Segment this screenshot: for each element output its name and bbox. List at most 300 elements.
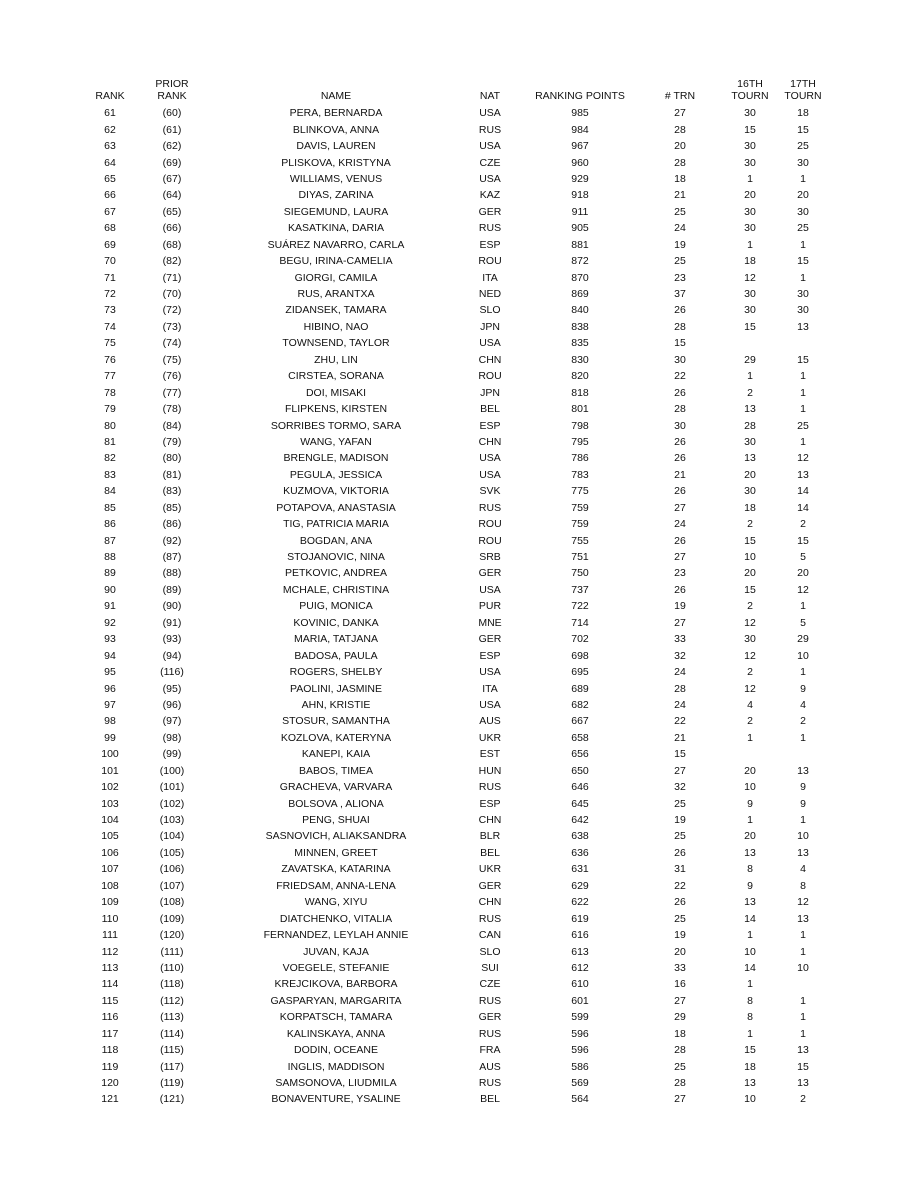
cell-prior-rank: (93) bbox=[162, 633, 182, 646]
cell-16th-tourn: 20 bbox=[744, 764, 756, 777]
cell-17th-tourn: 1 bbox=[800, 731, 806, 744]
cell-prior-rank: (89) bbox=[162, 583, 182, 596]
table-row bbox=[88, 615, 826, 631]
cell-trn: 21 bbox=[674, 468, 686, 481]
cell-nat: USA bbox=[479, 107, 501, 120]
cell-rank: 65 bbox=[104, 172, 116, 185]
cell-17th-tourn: 12 bbox=[797, 896, 809, 909]
cell-17th-tourn: 30 bbox=[797, 205, 809, 218]
cell-ranking-points: 619 bbox=[571, 912, 589, 925]
cell-nat: BEL bbox=[480, 846, 500, 859]
cell-ranking-points: 629 bbox=[571, 879, 589, 892]
cell-nat: JPN bbox=[480, 320, 500, 333]
cell-ranking-points: 586 bbox=[571, 1060, 589, 1073]
cell-rank: 90 bbox=[104, 583, 116, 596]
cell-17th-tourn: 15 bbox=[797, 1060, 809, 1073]
cell-trn: 30 bbox=[674, 353, 686, 366]
cell-trn: 28 bbox=[674, 320, 686, 333]
cell-nat: ESP bbox=[479, 797, 501, 810]
cell-prior-rank: (104) bbox=[159, 830, 185, 843]
cell-ranking-points: 905 bbox=[571, 222, 589, 235]
cell-trn: 16 bbox=[674, 978, 686, 991]
cell-16th-tourn: 1 bbox=[747, 370, 753, 383]
cell-nat: CZE bbox=[479, 156, 501, 169]
cell-nat: ESP bbox=[479, 238, 501, 251]
cell-rank: 111 bbox=[102, 929, 118, 942]
cell-17th-tourn: 1 bbox=[800, 1011, 806, 1024]
cell-trn: 37 bbox=[674, 288, 686, 301]
cell-prior-rank: (87) bbox=[162, 551, 182, 564]
cell-trn: 25 bbox=[674, 1060, 686, 1073]
cell-name: PETKOVIC, ANDREA bbox=[284, 567, 388, 580]
cell-rank: 103 bbox=[101, 797, 119, 810]
cell-16th-tourn: 2 bbox=[747, 715, 753, 728]
cell-name: BEGU, IRINA-CAMELIA bbox=[279, 255, 393, 268]
table-row bbox=[88, 812, 826, 828]
cell-16th-tourn: 20 bbox=[744, 830, 756, 843]
cell-name: WANG, XIYU bbox=[304, 896, 368, 909]
table-row bbox=[88, 1058, 826, 1074]
cell-prior-rank: (114) bbox=[160, 1027, 184, 1040]
cell-rank: 75 bbox=[104, 337, 116, 350]
cell-ranking-points: 722 bbox=[571, 600, 589, 613]
cell-17th-tourn: 30 bbox=[797, 288, 809, 301]
cell-ranking-points: 755 bbox=[571, 534, 589, 547]
cell-17th-tourn: 9 bbox=[800, 682, 806, 695]
cell-nat: GER bbox=[478, 205, 502, 218]
cell-ranking-points: 929 bbox=[571, 172, 589, 185]
cell-ranking-points: 638 bbox=[571, 830, 589, 843]
cell-17th-tourn: 15 bbox=[797, 534, 809, 547]
table-row bbox=[88, 368, 826, 384]
cell-prior-rank: (60) bbox=[162, 107, 182, 120]
table-row bbox=[88, 746, 826, 762]
cell-nat: HUN bbox=[478, 764, 502, 777]
cell-16th-tourn: 13 bbox=[744, 403, 756, 416]
cell-nat: CHN bbox=[478, 435, 502, 448]
cell-nat: ITA bbox=[482, 271, 498, 284]
cell-17th-tourn: 2 bbox=[800, 518, 806, 531]
cell-nat: ROU bbox=[478, 255, 502, 268]
table-row bbox=[88, 467, 826, 483]
cell-16th-tourn: 1 bbox=[747, 172, 753, 185]
cell-prior-rank: (66) bbox=[162, 222, 182, 235]
cell-trn: 20 bbox=[674, 945, 686, 958]
cell-17th-tourn: 14 bbox=[797, 501, 809, 514]
cell-name: KASATKINA, DARIA bbox=[287, 222, 385, 235]
cell-ranking-points: 682 bbox=[571, 698, 589, 711]
cell-name: ZAVATSKA, KATARINA bbox=[281, 863, 391, 876]
cell-prior-rank: (100) bbox=[159, 764, 185, 777]
cell-name: MINNEN, GREET bbox=[294, 846, 378, 859]
cell-trn: 25 bbox=[674, 205, 686, 218]
cell-16th-tourn: 12 bbox=[744, 649, 756, 662]
cell-prior-rank: (72) bbox=[162, 304, 182, 317]
cell-nat: GER bbox=[478, 879, 502, 892]
table-row bbox=[88, 434, 826, 450]
cell-prior-rank: (98) bbox=[162, 731, 182, 744]
cell-rank: 110 bbox=[101, 912, 119, 925]
cell-nat: BEL bbox=[480, 403, 500, 416]
cell-trn: 19 bbox=[674, 814, 686, 827]
cell-prior-rank: (105) bbox=[159, 846, 185, 859]
cell-name: DIYAS, ZARINA bbox=[298, 189, 374, 202]
cell-nat: RUS bbox=[478, 994, 502, 1007]
cell-16th-tourn: 8 bbox=[747, 1011, 753, 1024]
table-row bbox=[88, 960, 826, 976]
cell-17th-tourn bbox=[780, 746, 826, 762]
cell-ranking-points: 881 bbox=[571, 238, 589, 251]
cell-16th-tourn: 15 bbox=[744, 534, 756, 547]
cell-trn: 28 bbox=[674, 682, 686, 695]
cell-rank: 106 bbox=[101, 846, 119, 859]
cell-ranking-points: 801 bbox=[571, 403, 589, 416]
cell-17th-tourn bbox=[780, 335, 826, 351]
cell-16th-tourn: 30 bbox=[744, 304, 756, 317]
cell-nat: RUS bbox=[478, 781, 502, 794]
cell-nat: USA bbox=[479, 140, 501, 153]
cell-trn: 27 bbox=[674, 501, 686, 514]
cell-prior-rank: (65) bbox=[162, 205, 182, 218]
cell-nat: ROU bbox=[478, 370, 502, 383]
table-row bbox=[88, 795, 826, 811]
cell-prior-rank: (120) bbox=[159, 929, 185, 942]
cell-ranking-points: 631 bbox=[571, 863, 589, 876]
cell-rank: 63 bbox=[104, 140, 116, 153]
cell-trn: 28 bbox=[674, 156, 686, 169]
cell-name: DIATCHENKO, VITALIA bbox=[279, 912, 393, 925]
cell-rank: 120 bbox=[101, 1077, 119, 1090]
cell-trn: 24 bbox=[674, 666, 686, 679]
table-row bbox=[88, 845, 826, 861]
cell-prior-rank: (109) bbox=[159, 912, 185, 925]
cell-16th-tourn: 13 bbox=[744, 896, 756, 909]
cell-nat: ESP bbox=[479, 419, 501, 432]
cell-prior-rank: (78) bbox=[162, 403, 182, 416]
cell-trn: 18 bbox=[674, 1027, 686, 1040]
cell-ranking-points: 750 bbox=[571, 567, 589, 580]
cell-17th-tourn: 1 bbox=[800, 403, 806, 416]
cell-17th-tourn: 20 bbox=[797, 189, 809, 202]
table-row bbox=[88, 910, 826, 926]
cell-16th-tourn: 20 bbox=[744, 468, 756, 481]
cell-rank: 67 bbox=[104, 205, 116, 218]
cell-rank: 104 bbox=[101, 814, 119, 827]
cell-17th-tourn: 13 bbox=[797, 1077, 809, 1090]
cell-16th-tourn: 4 bbox=[747, 698, 753, 711]
cell-rank: 64 bbox=[104, 156, 116, 169]
cell-17th-tourn: 25 bbox=[797, 140, 809, 153]
cell-16th-tourn: 18 bbox=[744, 501, 756, 514]
cell-trn: 22 bbox=[674, 370, 686, 383]
cell-nat: ROU bbox=[478, 518, 502, 531]
cell-ranking-points: 967 bbox=[571, 140, 589, 153]
table-row bbox=[88, 828, 826, 844]
cell-rank: 66 bbox=[104, 189, 116, 202]
cell-trn: 25 bbox=[674, 797, 686, 810]
cell-trn: 28 bbox=[674, 1077, 686, 1090]
cell-ranking-points: 818 bbox=[571, 386, 589, 399]
cell-ranking-points: 656 bbox=[571, 748, 589, 761]
cell-ranking-points: 702 bbox=[571, 633, 589, 646]
cell-rank: 85 bbox=[104, 501, 116, 514]
table-body bbox=[88, 105, 826, 1108]
cell-trn: 27 bbox=[674, 551, 686, 564]
cell-prior-rank: (71) bbox=[162, 271, 182, 284]
cell-16th-tourn: 10 bbox=[744, 781, 756, 794]
cell-trn: 27 bbox=[674, 616, 686, 629]
cell-name: PEGULA, JESSICA bbox=[289, 468, 383, 481]
cell-prior-rank: (84) bbox=[162, 419, 182, 432]
cell-rank: 109 bbox=[101, 896, 119, 909]
cell-ranking-points: 613 bbox=[571, 945, 589, 958]
cell-prior-rank: (118) bbox=[160, 978, 184, 991]
cell-16th-tourn: 2 bbox=[747, 518, 753, 531]
table-row bbox=[88, 631, 826, 647]
cell-rank: 73 bbox=[104, 304, 116, 317]
cell-rank: 102 bbox=[101, 781, 119, 794]
cell-rank: 83 bbox=[104, 468, 116, 481]
cell-trn: 27 bbox=[674, 764, 686, 777]
table-row bbox=[88, 1042, 826, 1058]
cell-prior-rank: (73) bbox=[162, 320, 182, 333]
cell-trn: 28 bbox=[674, 1044, 686, 1057]
cell-nat: SLO bbox=[479, 304, 501, 317]
cell-16th-tourn: 15 bbox=[744, 320, 756, 333]
cell-16th-tourn: 9 bbox=[747, 879, 753, 892]
cell-rank: 88 bbox=[104, 551, 116, 564]
cell-ranking-points: 830 bbox=[571, 353, 589, 366]
cell-prior-rank: (74) bbox=[162, 337, 182, 350]
cell-nat: CHN bbox=[478, 896, 502, 909]
cell-name: STOJANOVIC, NINA bbox=[287, 551, 385, 564]
cell-17th-tourn: 1 bbox=[800, 435, 806, 448]
cell-16th-tourn: 12 bbox=[744, 682, 756, 695]
cell-prior-rank: (99) bbox=[162, 748, 182, 761]
cell-trn: 24 bbox=[674, 518, 686, 531]
cell-name: GASPARYAN, MARGARITA bbox=[270, 994, 402, 1007]
cell-prior-rank: (67) bbox=[162, 172, 182, 185]
cell-nat: ROU bbox=[478, 534, 502, 547]
cell-17th-tourn: 14 bbox=[797, 485, 809, 498]
cell-17th-tourn bbox=[780, 976, 826, 992]
cell-nat: RUS bbox=[478, 222, 502, 235]
cell-ranking-points: 695 bbox=[571, 666, 589, 679]
cell-prior-rank: (82) bbox=[162, 255, 182, 268]
cell-name: KORPATSCH, TAMARA bbox=[279, 1011, 393, 1024]
cell-16th-tourn bbox=[720, 335, 780, 351]
cell-rank: 82 bbox=[104, 452, 116, 465]
cell-name: SIEGEMUND, LAURA bbox=[283, 205, 389, 218]
table-row bbox=[88, 993, 826, 1009]
cell-rank: 116 bbox=[101, 1011, 119, 1024]
cell-name: HIBINO, NAO bbox=[303, 320, 369, 333]
cell-ranking-points: 795 bbox=[571, 435, 589, 448]
cell-17th-tourn: 13 bbox=[797, 764, 809, 777]
cell-ranking-points: 751 bbox=[571, 551, 589, 564]
cell-name: MCHALE, CHRISTINA bbox=[282, 583, 390, 596]
table-row bbox=[88, 730, 826, 746]
cell-16th-tourn: 30 bbox=[744, 156, 756, 169]
table-row bbox=[88, 401, 826, 417]
cell-nat: ITA bbox=[482, 682, 498, 695]
cell-16th-tourn: 15 bbox=[744, 123, 756, 136]
cell-name: ROGERS, SHELBY bbox=[289, 666, 383, 679]
cell-rank: 91 bbox=[104, 600, 116, 613]
rankings-table bbox=[88, 78, 826, 1108]
cell-name: KANEPI, KAIA bbox=[301, 748, 371, 761]
cell-nat: CHN bbox=[478, 353, 502, 366]
cell-name: INGLIS, MADDISON bbox=[287, 1060, 385, 1073]
cell-16th-tourn: 9 bbox=[747, 797, 753, 810]
cell-ranking-points: 636 bbox=[571, 846, 589, 859]
cell-16th-tourn: 30 bbox=[744, 485, 756, 498]
cell-nat: RUS bbox=[478, 1027, 502, 1040]
cell-rank: 114 bbox=[101, 978, 119, 991]
cell-17th-tourn: 1 bbox=[800, 386, 806, 399]
cell-ranking-points: 622 bbox=[571, 896, 589, 909]
cell-prior-rank: (81) bbox=[162, 468, 182, 481]
cell-trn: 24 bbox=[674, 698, 686, 711]
cell-prior-rank: (64) bbox=[162, 189, 182, 202]
cell-16th-tourn: 1 bbox=[747, 731, 753, 744]
cell-rank: 84 bbox=[104, 485, 116, 498]
cell-rank: 115 bbox=[101, 994, 119, 1007]
cell-prior-rank: (83) bbox=[162, 485, 182, 498]
cell-nat: KAZ bbox=[479, 189, 501, 202]
table-row bbox=[88, 943, 826, 959]
cell-name: SUÁREZ NAVARRO, CARLA bbox=[267, 238, 405, 251]
cell-17th-tourn: 5 bbox=[800, 551, 806, 564]
cell-16th-tourn bbox=[720, 746, 780, 762]
cell-17th-tourn: 2 bbox=[800, 1093, 806, 1106]
cell-name: AHN, KRISTIE bbox=[301, 698, 371, 711]
cell-rank: 96 bbox=[104, 682, 116, 695]
cell-name: SAMSONOVA, LIUDMILA bbox=[275, 1077, 397, 1090]
table-row bbox=[88, 269, 826, 285]
cell-16th-tourn: 15 bbox=[744, 583, 756, 596]
cell-rank: 95 bbox=[104, 666, 116, 679]
cell-17th-tourn: 10 bbox=[797, 649, 809, 662]
cell-prior-rank: (119) bbox=[160, 1077, 184, 1090]
cell-prior-rank: (103) bbox=[159, 814, 185, 827]
cell-16th-tourn: 30 bbox=[744, 435, 756, 448]
cell-17th-tourn: 30 bbox=[797, 156, 809, 169]
cell-nat: GER bbox=[478, 567, 502, 580]
cell-17th-tourn: 13 bbox=[797, 320, 809, 333]
cell-16th-tourn: 8 bbox=[747, 863, 753, 876]
cell-17th-tourn: 18 bbox=[797, 107, 809, 120]
cell-prior-rank: (106) bbox=[159, 863, 185, 876]
cell-ranking-points: 985 bbox=[571, 107, 589, 120]
cell-nat: GER bbox=[478, 1011, 502, 1024]
cell-prior-rank: (121) bbox=[159, 1093, 185, 1106]
cell-16th-tourn: 13 bbox=[744, 452, 756, 465]
cell-name: SORRIBES TORMO, SARA bbox=[270, 419, 402, 432]
cell-rank: 76 bbox=[104, 353, 116, 366]
cell-prior-rank: (80) bbox=[162, 452, 182, 465]
cell-ranking-points: 645 bbox=[571, 797, 589, 810]
cell-trn: 19 bbox=[674, 238, 686, 251]
cell-16th-tourn: 1 bbox=[747, 978, 753, 991]
cell-trn: 26 bbox=[674, 534, 686, 547]
cell-trn: 29 bbox=[674, 1011, 686, 1024]
cell-17th-tourn: 12 bbox=[797, 583, 809, 596]
cell-trn: 28 bbox=[674, 123, 686, 136]
table-row bbox=[88, 1075, 826, 1091]
cell-trn: 19 bbox=[674, 600, 686, 613]
cell-trn: 25 bbox=[674, 830, 686, 843]
cell-prior-rank: (117) bbox=[160, 1060, 184, 1073]
cell-prior-rank: (115) bbox=[160, 1044, 184, 1057]
table-row bbox=[88, 154, 826, 170]
cell-rank: 79 bbox=[104, 403, 116, 416]
table-row bbox=[88, 138, 826, 154]
cell-trn: 21 bbox=[674, 189, 686, 202]
cell-rank: 71 bbox=[104, 271, 116, 284]
cell-trn: 23 bbox=[674, 271, 686, 284]
cell-16th-tourn: 29 bbox=[744, 353, 756, 366]
cell-nat: RUS bbox=[478, 1077, 502, 1090]
cell-17th-tourn: 1 bbox=[800, 666, 806, 679]
cell-ranking-points: 658 bbox=[571, 731, 589, 744]
cell-16th-tourn: 2 bbox=[747, 666, 753, 679]
table-row bbox=[88, 253, 826, 269]
cell-prior-rank: (92) bbox=[162, 534, 182, 547]
cell-name: BOGDAN, ANA bbox=[299, 534, 373, 547]
table-row bbox=[88, 976, 826, 992]
cell-17th-tourn: 20 bbox=[797, 567, 809, 580]
cell-17th-tourn: 15 bbox=[797, 353, 809, 366]
cell-rank: 92 bbox=[104, 616, 116, 629]
cell-name: WANG, YAFAN bbox=[300, 435, 372, 448]
table-row bbox=[88, 105, 826, 121]
cell-rank: 61 bbox=[104, 107, 116, 120]
cell-nat: SUI bbox=[481, 961, 499, 974]
cell-prior-rank: (69) bbox=[162, 156, 182, 169]
cell-prior-rank: (85) bbox=[162, 501, 182, 514]
cell-name: BRENGLE, MADISON bbox=[283, 452, 389, 465]
cell-17th-tourn: 12 bbox=[797, 452, 809, 465]
cell-ranking-points: 835 bbox=[571, 337, 589, 350]
cell-prior-rank: (110) bbox=[160, 961, 184, 974]
cell-prior-rank: (107) bbox=[159, 879, 185, 892]
cell-17th-tourn: 10 bbox=[797, 830, 809, 843]
cell-name: RUS, ARANTXA bbox=[297, 288, 375, 301]
cell-nat: SRB bbox=[479, 551, 501, 564]
cell-prior-rank: (96) bbox=[162, 698, 182, 711]
cell-ranking-points: 698 bbox=[571, 649, 589, 662]
cell-name: VOEGELE, STEFANIE bbox=[282, 961, 390, 974]
cell-prior-rank: (68) bbox=[162, 238, 182, 251]
table-row bbox=[88, 450, 826, 466]
header-prior-rank: PRIOR RANK bbox=[155, 78, 189, 102]
cell-prior-rank: (61) bbox=[162, 123, 182, 136]
cell-16th-tourn: 30 bbox=[744, 633, 756, 646]
table-row bbox=[88, 664, 826, 680]
cell-ranking-points: 840 bbox=[571, 304, 589, 317]
cell-16th-tourn: 2 bbox=[747, 386, 753, 399]
cell-trn: 26 bbox=[674, 896, 686, 909]
cell-rank: 108 bbox=[101, 879, 119, 892]
table-row bbox=[88, 384, 826, 400]
cell-ranking-points: 599 bbox=[571, 1011, 589, 1024]
table-row bbox=[88, 697, 826, 713]
cell-nat: CAN bbox=[478, 929, 502, 942]
cell-name: TOWNSEND, TAYLOR bbox=[282, 337, 390, 350]
cell-ranking-points: 612 bbox=[571, 961, 589, 974]
header-nat: NAT bbox=[479, 90, 501, 102]
